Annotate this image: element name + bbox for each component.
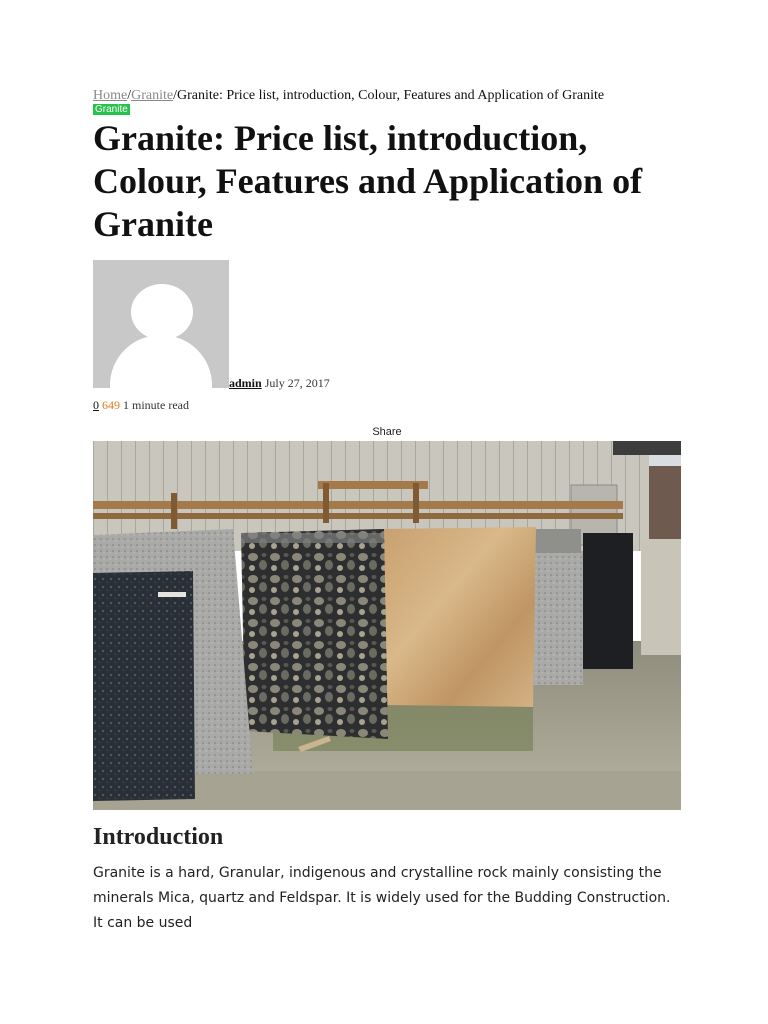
breadcrumb-home-link[interactable]: Home <box>93 88 128 103</box>
author-link[interactable]: admin <box>229 376 262 390</box>
post-meta <box>93 398 189 412</box>
avatar-body-shape <box>110 335 212 388</box>
category-tag[interactable]: Granite <box>95 104 128 115</box>
comments-count[interactable]: 0 <box>93 398 99 412</box>
breadcrumb-separator: / <box>173 88 177 103</box>
breadcrumb-current: Granite: Price list, introduction, Colour, Features and Application of Granite <box>176 88 605 103</box>
granite-slabs-photo <box>93 441 681 810</box>
page-title: Granite: Price list, introduction, Colour, Features and Application of Granite <box>93 118 643 244</box>
share-button[interactable]: Share <box>372 426 402 438</box>
breadcrumb-separator: / <box>127 88 132 103</box>
read-time: 1 minute read <box>123 398 189 412</box>
views-count: 649 <box>102 398 120 412</box>
section-heading-introduction: Introduction <box>93 824 224 850</box>
intro-paragraph: Granite is a hard, Granular, indigenous and crystalline rock mainly consisting the minerals Mica, quartz and Feldspar. It is widely used for the Budding Construction. It can be used <box>93 865 671 931</box>
post-date: July 27, 2017 <box>264 376 330 390</box>
avatar <box>93 260 229 388</box>
avatar-head-shape <box>131 284 193 340</box>
author-line <box>229 376 330 390</box>
breadcrumb-category-link[interactable]: Granite <box>131 88 174 103</box>
breadcrumb <box>93 87 693 104</box>
